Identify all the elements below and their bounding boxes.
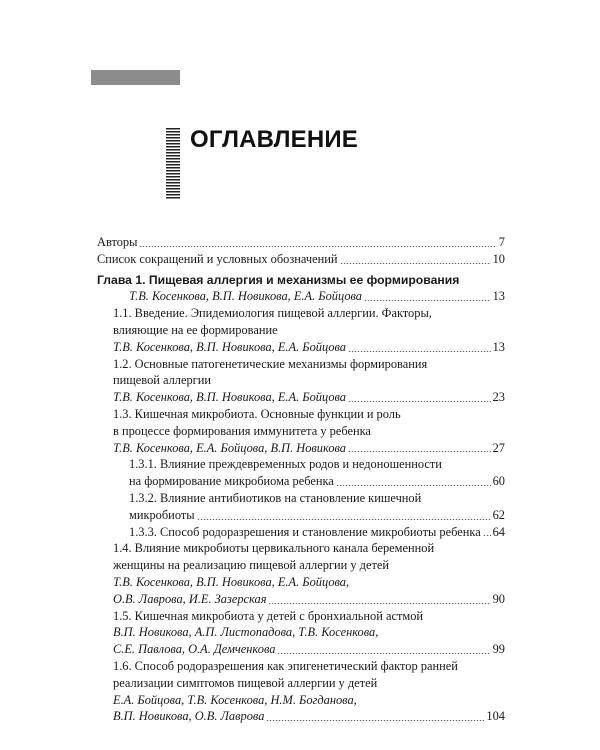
toc-line-text: 1.4. Влияние микробиоты цервикального канала беременной — [113, 541, 435, 556]
toc-text-line — [97, 540, 505, 557]
toc-line-text: влияющие на ее формирование — [113, 322, 278, 337]
toc-entry-text: на формирование микробиома ребенка — [129, 474, 334, 489]
toc-line-text: 1.3.2. Влияние антибиотиков на становление кишечной — [129, 490, 422, 505]
toc-entry-text: О.В. Лаврова, И.Е. Зазерская — [113, 591, 267, 606]
dot-leader — [139, 246, 496, 247]
toc-line-text: В.П. Новикова, А.П. Листопадова, Т.В. Косенкова, — [113, 625, 379, 640]
toc-entry[interactable] — [97, 234, 505, 251]
toc-entry[interactable] — [97, 473, 505, 490]
toc-entry[interactable] — [97, 524, 505, 541]
dot-leader — [197, 519, 491, 520]
table-of-contents — [97, 234, 505, 725]
toc-entry[interactable] — [97, 641, 505, 658]
page-number: 62 — [492, 507, 505, 522]
toc-entry-text: 1.3.3. Способ родоразрешения и становление микробиоты ребенка — [129, 524, 481, 539]
page-number: 99 — [492, 642, 505, 657]
toc-text-line — [97, 692, 505, 709]
toc-text-line — [97, 305, 505, 322]
page-number: 64 — [492, 524, 505, 539]
toc-text-line — [97, 322, 505, 339]
toc-text-line — [97, 406, 505, 423]
toc-line-text: реализации симптомов пищевой аллергии у детей — [113, 675, 378, 690]
dot-leader — [483, 535, 491, 536]
toc-line-text: пищевой аллергии — [113, 373, 212, 388]
toc-text-line — [97, 608, 505, 625]
page-number: 104 — [486, 709, 505, 724]
toc-entry-text: Т.В. Косенкова, Е.А. Бойцова, В.П. Новикова — [113, 440, 347, 455]
toc-text-line — [97, 675, 505, 692]
decorative-stripes — [166, 128, 180, 200]
toc-entry-text: Список сокращений и условных обозначений — [97, 251, 338, 266]
dot-leader — [277, 653, 490, 654]
toc-entry-text: Т.В. Косенкова, В.П. Новикова, Е.А. Бойцова — [113, 390, 347, 405]
toc-text-line — [97, 490, 505, 507]
toc-line-text: 1.3. Кишечная микробиота. Основные функции и роль — [113, 406, 401, 421]
toc-line-text: 1.5. Кишечная микробиота у детей с бронхиальной астмой — [113, 608, 424, 623]
chapter-title: Глава 1. Пищевая аллергия и механизмы ее формирования — [97, 272, 460, 287]
toc-text-line — [97, 658, 505, 675]
toc-text-line — [97, 456, 505, 473]
toc-entry[interactable] — [97, 339, 505, 356]
toc-entry[interactable] — [97, 288, 505, 305]
toc-entry-text: Авторы — [97, 235, 138, 249]
page-title: ОГЛАВЛЕНИЕ — [190, 126, 359, 153]
toc-entry[interactable] — [97, 251, 505, 268]
toc-entry[interactable] — [97, 507, 505, 524]
chapter-tab-bar — [91, 70, 180, 85]
toc-line-text: женщины на реализацию пищевой аллергии у детей — [113, 558, 390, 573]
toc-line-text: 1.1. Введение. Эпидемиология пищевой аллергии. Факторы, — [113, 306, 432, 321]
toc-line-text: 1.3.1. Влияние преждевременных родов и недоношенности — [129, 457, 442, 472]
toc-line-text: в процессе формирования иммунитета у ребенка — [113, 423, 371, 438]
toc-entry[interactable] — [97, 708, 505, 725]
dot-leader — [348, 401, 491, 402]
dot-leader — [266, 720, 484, 721]
page-number: 7 — [498, 235, 505, 249]
toc-chapter-heading[interactable] — [97, 272, 505, 289]
dot-leader — [348, 351, 491, 352]
toc-text-line — [97, 557, 505, 574]
page-number: 10 — [492, 251, 505, 266]
toc-entry-text: В.П. Новикова, О.В. Лаврова — [113, 709, 265, 724]
dot-leader — [336, 485, 491, 486]
toc-entry[interactable] — [97, 440, 505, 457]
toc-text-line — [97, 372, 505, 389]
toc-entry-text: С.Е. Павлова, О.А. Демченкова — [113, 642, 276, 657]
page-number: 13 — [492, 339, 505, 354]
toc-text-line — [97, 624, 505, 641]
toc-line-text: 1.2. Основные патогенетические механизмы формирования — [113, 356, 428, 371]
toc-text-line — [97, 356, 505, 373]
toc-entry[interactable] — [97, 389, 505, 406]
toc-entry-text: Т.В. Косенкова, В.П. Новикова, Е.А. Бойцова — [129, 289, 363, 304]
toc-line-text: Е.А. Бойцова, Т.В. Косенкова, Н.М. Богданова, — [113, 692, 357, 707]
page-number: 13 — [492, 289, 505, 304]
page-number: 90 — [492, 591, 505, 606]
page-number: 60 — [492, 474, 505, 489]
page-number: 27 — [492, 440, 505, 455]
dot-leader — [340, 263, 491, 264]
dot-leader — [364, 300, 491, 301]
toc-line-text: Т.В. Косенкова, В.П. Новикова, Е.А. Бойцова, — [113, 574, 350, 589]
toc-entry-text: Т.В. Косенкова, В.П. Новикова, Е.А. Бойцова — [113, 339, 347, 354]
page-number: 23 — [492, 390, 505, 405]
toc-text-line — [97, 423, 505, 440]
toc-entry[interactable] — [97, 591, 505, 608]
toc-entry-text: микробиоты — [129, 507, 195, 522]
dot-leader — [268, 603, 490, 604]
toc-text-line — [97, 574, 505, 591]
dot-leader — [348, 451, 491, 452]
toc-line-text: 1.6. Способ родоразрешения как эпигенетический фактор ранней — [113, 658, 458, 673]
